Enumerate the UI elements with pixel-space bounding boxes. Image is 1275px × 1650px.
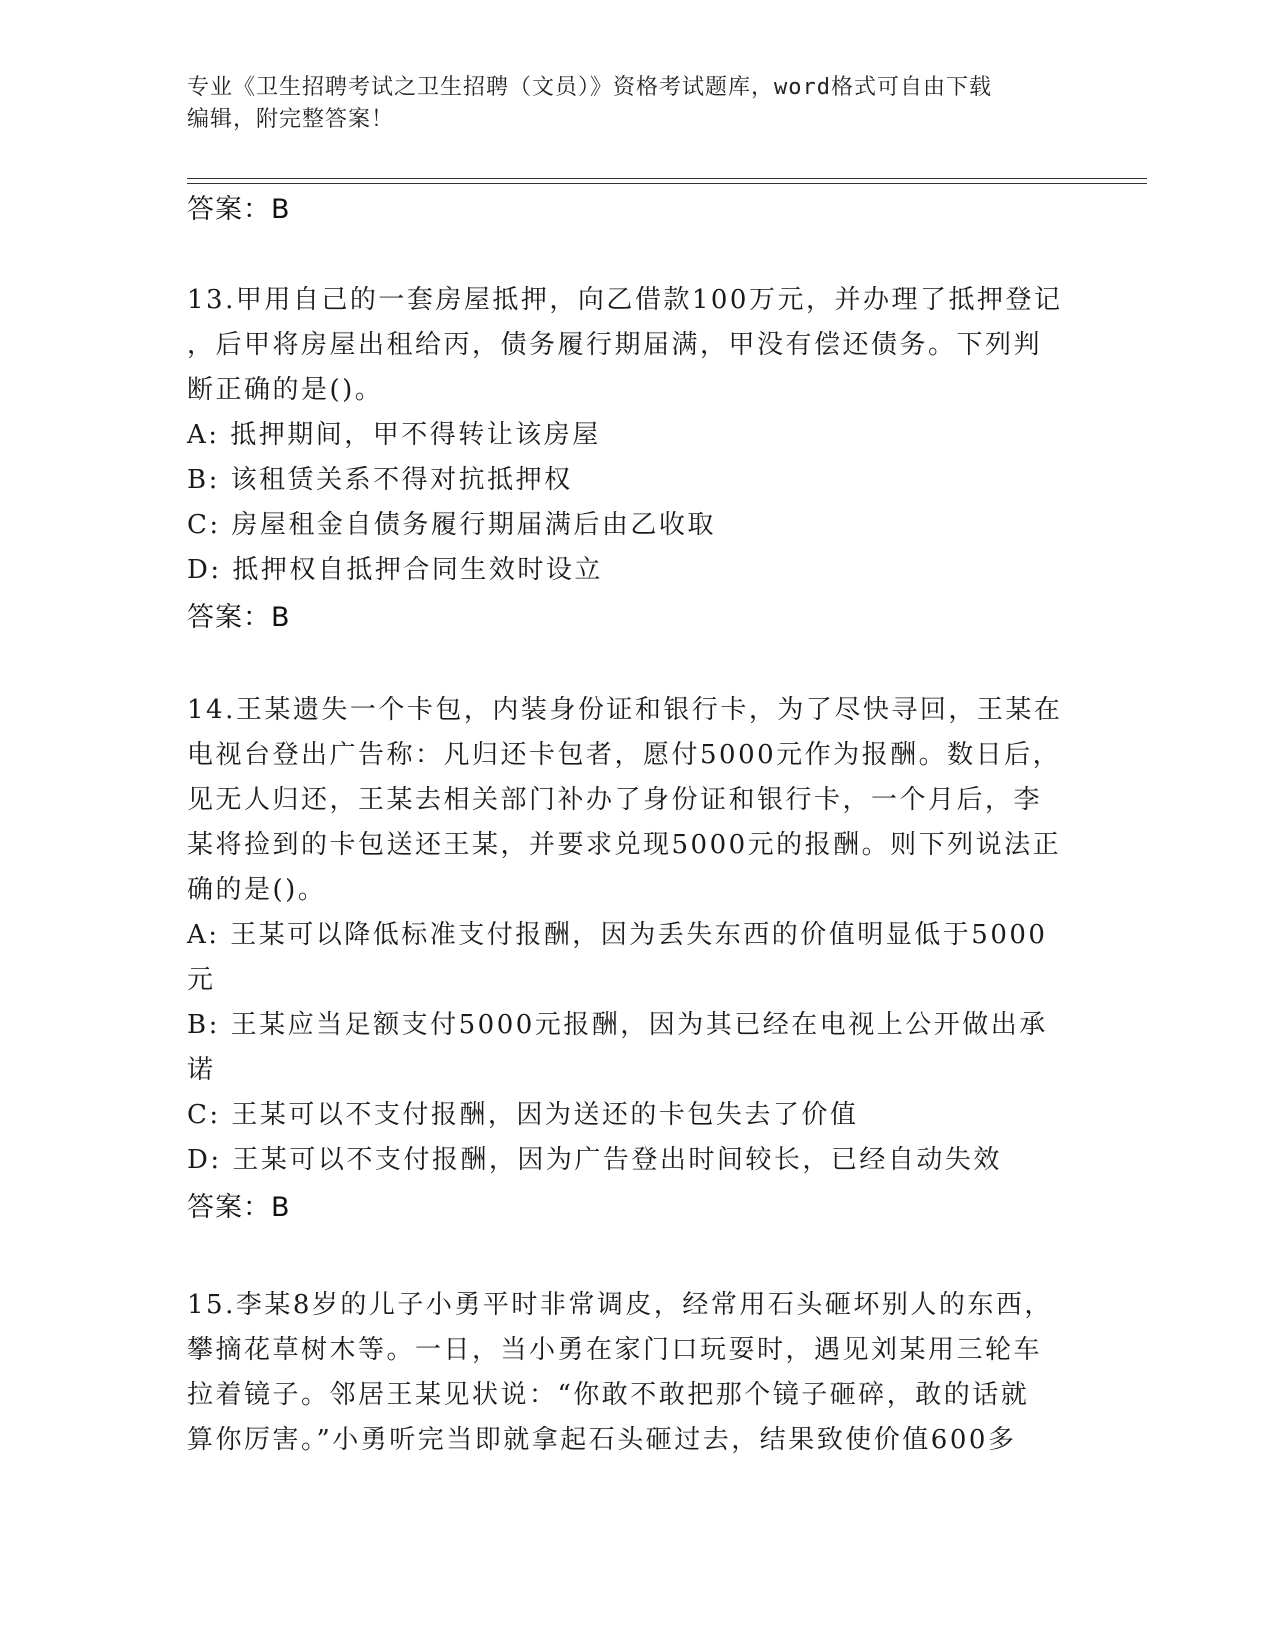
answer-13: 答案：B bbox=[187, 602, 291, 633]
question-13-option-c: C: 房屋租金自债务履行期届满后由乙收取 bbox=[187, 510, 716, 540]
question-15-line-3: 拉着镜子。邻居王某见状说：“你敢不敢把那个镜子砸碎，敢的话就 bbox=[187, 1380, 1030, 1410]
question-14 bbox=[187, 688, 1087, 1183]
question-13 bbox=[187, 278, 1087, 593]
question-15-line-2: 攀摘花草树木等。一日，当小勇在家门口玩耍时，遇见刘某用三轮车 bbox=[187, 1335, 1043, 1365]
question-15-line-4: 算你厉害。”小勇听完当即就拿起石头砸过去，结果致使价值600多 bbox=[187, 1425, 1017, 1455]
question-14-option-a: A: 王某可以降低标准支付报酬，因为丢失东西的价值明显低于5000 bbox=[187, 920, 1048, 950]
question-15-line-1: 15.李某8岁的儿子小勇平时非常调皮，经常用石头砸坏别人的东西， bbox=[187, 1290, 1053, 1320]
document-header bbox=[187, 72, 1087, 136]
question-14-option-b: B: 王某应当足额支付5000元报酬，因为其已经在电视上公开做出承 bbox=[187, 1010, 1048, 1040]
question-13-option-a: A: 抵押期间，甲不得转让该房屋 bbox=[187, 420, 601, 450]
header-rule-top bbox=[187, 178, 1147, 179]
question-14-line-3: 见无人归还，王某去相关部门补办了身份证和银行卡，一个月后，李 bbox=[187, 785, 1043, 815]
answer-previous: 答案：B bbox=[187, 194, 291, 225]
header-line-2: 编辑，附完整答案！ bbox=[187, 107, 395, 132]
question-13-line-3: 断正确的是()。 bbox=[187, 375, 384, 405]
question-15 bbox=[187, 1283, 1087, 1463]
question-13-option-b: B: 该租赁关系不得对抗抵押权 bbox=[187, 465, 573, 495]
question-13-line-1: 13.甲用自己的一套房屋抵押，向乙借款100万元，并办理了抵押登记 bbox=[187, 285, 1063, 315]
question-14-option-c: C: 王某可以不支付报酬，因为送还的卡包失去了价值 bbox=[187, 1100, 859, 1130]
question-14-option-a-cont: 元 bbox=[187, 965, 216, 995]
question-14-line-2: 电视台登出广告称：凡归还卡包者，愿付5000元作为报酬。数日后， bbox=[187, 740, 1062, 770]
question-14-line-4: 某将捡到的卡包送还王某，并要求兑现5000元的报酬。则下列说法正 bbox=[187, 830, 1062, 860]
question-14-line-5: 确的是()。 bbox=[187, 875, 327, 905]
header-rule-bottom bbox=[187, 183, 1147, 184]
question-13-option-d: D: 抵押权自抵押合同生效时设立 bbox=[187, 555, 603, 585]
question-14-option-d: D: 王某可以不支付报酬，因为广告登出时间较长，已经自动失效 bbox=[187, 1145, 1002, 1175]
question-13-line-2: ，后甲将房屋出租给丙，债务履行期届满，甲没有偿还债务。下列判 bbox=[187, 330, 1043, 360]
answer-14: 答案：B bbox=[187, 1192, 291, 1223]
question-14-line-1: 14.王某遗失一个卡包，内装身份证和银行卡，为了尽快寻回，王某在 bbox=[187, 695, 1063, 725]
header-line-1: 专业《卫生招聘考试之卫生招聘（文员）》资格考试题库，word格式可自由下载 bbox=[187, 75, 992, 100]
question-14-option-b-cont: 诺 bbox=[187, 1055, 216, 1085]
